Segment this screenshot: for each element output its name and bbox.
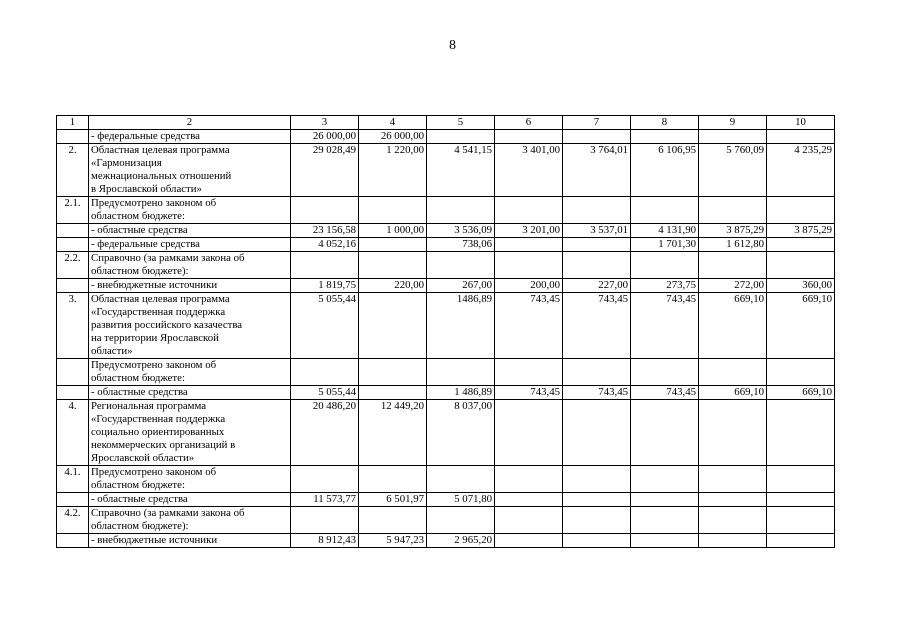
value-cell xyxy=(767,238,835,252)
column-header: 5 xyxy=(427,116,495,130)
value-cell xyxy=(631,400,699,466)
value-cell xyxy=(563,238,631,252)
value-cell: 4 235,29 xyxy=(767,144,835,197)
value-cell xyxy=(699,359,767,386)
value-cell xyxy=(563,130,631,144)
row-number-cell xyxy=(57,534,89,548)
value-cell xyxy=(495,466,563,493)
table-row xyxy=(57,130,835,144)
value-cell xyxy=(767,493,835,507)
value-cell xyxy=(495,493,563,507)
value-cell xyxy=(631,130,699,144)
value-cell: 3 201,00 xyxy=(495,224,563,238)
value-cell: 669,10 xyxy=(767,386,835,400)
value-cell xyxy=(699,130,767,144)
value-cell xyxy=(563,466,631,493)
value-cell xyxy=(359,507,427,534)
value-cell xyxy=(699,197,767,224)
value-cell xyxy=(699,400,767,466)
value-cell: 4 052,16 xyxy=(291,238,359,252)
value-cell xyxy=(427,197,495,224)
column-header: 8 xyxy=(631,116,699,130)
column-header: 4 xyxy=(359,116,427,130)
value-cell: 8 037,00 xyxy=(427,400,495,466)
value-cell xyxy=(495,252,563,279)
value-cell: 4 541,15 xyxy=(427,144,495,197)
value-cell: 200,00 xyxy=(495,279,563,293)
value-cell xyxy=(631,197,699,224)
value-cell xyxy=(359,197,427,224)
value-cell xyxy=(495,507,563,534)
value-cell: 3 875,29 xyxy=(767,224,835,238)
row-label-cell: Предусмотрено законом об областном бюджете: xyxy=(89,197,291,224)
value-cell xyxy=(631,507,699,534)
table-row xyxy=(57,493,835,507)
value-cell: 1 819,75 xyxy=(291,279,359,293)
value-cell xyxy=(767,400,835,466)
row-label-cell: - федеральные средства xyxy=(89,130,291,144)
value-cell xyxy=(699,534,767,548)
value-cell xyxy=(495,130,563,144)
table-header-row xyxy=(57,116,835,130)
table-row xyxy=(57,238,835,252)
value-cell xyxy=(631,534,699,548)
value-cell xyxy=(291,197,359,224)
row-number-cell: 2. xyxy=(57,144,89,197)
value-cell: 1 486,89 xyxy=(427,386,495,400)
value-cell xyxy=(767,359,835,386)
value-cell: 743,45 xyxy=(495,386,563,400)
value-cell: 11 573,77 xyxy=(291,493,359,507)
value-cell xyxy=(359,238,427,252)
value-cell xyxy=(291,252,359,279)
row-number-cell: 4.1. xyxy=(57,466,89,493)
table-row xyxy=(57,197,835,224)
table-row xyxy=(57,144,835,197)
value-cell xyxy=(495,400,563,466)
value-cell: 3 401,00 xyxy=(495,144,563,197)
value-cell xyxy=(767,466,835,493)
row-number-cell xyxy=(57,224,89,238)
row-label-cell: Региональная программа «Государственная поддержка социально ориентированных некоммерческих организаций в Ярославской области» xyxy=(89,400,291,466)
value-cell xyxy=(563,359,631,386)
value-cell xyxy=(495,534,563,548)
row-label-cell: Предусмотрено законом об областном бюджете: xyxy=(89,359,291,386)
value-cell: 743,45 xyxy=(563,386,631,400)
row-number-cell: 4. xyxy=(57,400,89,466)
value-cell: 1 000,00 xyxy=(359,224,427,238)
value-cell: 5 055,44 xyxy=(291,386,359,400)
row-label-cell: - федеральные средства xyxy=(89,238,291,252)
row-number-cell: 2.2. xyxy=(57,252,89,279)
value-cell: 743,45 xyxy=(631,386,699,400)
value-cell xyxy=(291,507,359,534)
row-number-cell xyxy=(57,359,89,386)
value-cell: 1 701,30 xyxy=(631,238,699,252)
row-number-cell: 3. xyxy=(57,293,89,359)
budget-table xyxy=(56,115,835,548)
row-label-cell: Областная целевая программа «Гармонизация межнациональных отношений в Ярославской области» xyxy=(89,144,291,197)
row-label-cell: Областная целевая программа «Государственная поддержка развития российского казачества на территории Ярославской области» xyxy=(89,293,291,359)
value-cell: 360,00 xyxy=(767,279,835,293)
value-cell: 1486,89 xyxy=(427,293,495,359)
value-cell: 738,06 xyxy=(427,238,495,252)
table-row xyxy=(57,386,835,400)
value-cell: 3 875,29 xyxy=(699,224,767,238)
value-cell xyxy=(563,197,631,224)
value-cell: 272,00 xyxy=(699,279,767,293)
value-cell: 267,00 xyxy=(427,279,495,293)
table-row xyxy=(57,400,835,466)
table-row xyxy=(57,279,835,293)
value-cell xyxy=(427,359,495,386)
row-number-cell xyxy=(57,238,89,252)
value-cell xyxy=(699,507,767,534)
value-cell xyxy=(631,359,699,386)
value-cell xyxy=(495,359,563,386)
table-row xyxy=(57,534,835,548)
row-label-cell: - областные средства xyxy=(89,224,291,238)
value-cell xyxy=(359,252,427,279)
value-cell: 5 947,23 xyxy=(359,534,427,548)
value-cell xyxy=(767,197,835,224)
row-label-cell: Справочно (за рамками закона об областном бюджете): xyxy=(89,507,291,534)
row-label-cell: Справочно (за рамками закона об областном бюджете): xyxy=(89,252,291,279)
value-cell: 26 000,00 xyxy=(359,130,427,144)
column-header: 7 xyxy=(563,116,631,130)
value-cell: 20 486,20 xyxy=(291,400,359,466)
column-header: 9 xyxy=(699,116,767,130)
value-cell xyxy=(767,130,835,144)
value-cell: 227,00 xyxy=(563,279,631,293)
page-number: 8 xyxy=(449,38,456,53)
value-cell xyxy=(563,400,631,466)
row-label-cell: - внебюджетные источники xyxy=(89,534,291,548)
value-cell xyxy=(767,507,835,534)
row-label-cell: - внебюджетные источники xyxy=(89,279,291,293)
row-number-cell: 2.1. xyxy=(57,197,89,224)
value-cell: 5 055,44 xyxy=(291,293,359,359)
value-cell xyxy=(563,534,631,548)
row-number-cell xyxy=(57,493,89,507)
value-cell xyxy=(767,534,835,548)
value-cell: 5 071,80 xyxy=(427,493,495,507)
table-row xyxy=(57,293,835,359)
value-cell: 3 536,09 xyxy=(427,224,495,238)
value-cell xyxy=(427,466,495,493)
value-cell: 12 449,20 xyxy=(359,400,427,466)
value-cell: 743,45 xyxy=(563,293,631,359)
value-cell: 3 764,01 xyxy=(563,144,631,197)
value-cell xyxy=(359,293,427,359)
value-cell xyxy=(359,386,427,400)
column-header: 1 xyxy=(57,116,89,130)
value-cell xyxy=(359,359,427,386)
table-row xyxy=(57,252,835,279)
value-cell xyxy=(291,359,359,386)
value-cell: 273,75 xyxy=(631,279,699,293)
row-number-cell xyxy=(57,386,89,400)
value-cell: 6 106,95 xyxy=(631,144,699,197)
table-row xyxy=(57,224,835,238)
table-row xyxy=(57,359,835,386)
value-cell: 4 131,90 xyxy=(631,224,699,238)
value-cell xyxy=(563,493,631,507)
value-cell xyxy=(699,466,767,493)
value-cell: 669,10 xyxy=(699,386,767,400)
value-cell xyxy=(631,466,699,493)
value-cell: 26 000,00 xyxy=(291,130,359,144)
column-header: 10 xyxy=(767,116,835,130)
value-cell xyxy=(631,493,699,507)
value-cell xyxy=(427,130,495,144)
column-header: 6 xyxy=(495,116,563,130)
value-cell: 743,45 xyxy=(495,293,563,359)
value-cell xyxy=(495,197,563,224)
row-label-cell: - областные средства xyxy=(89,493,291,507)
value-cell xyxy=(699,493,767,507)
value-cell: 743,45 xyxy=(631,293,699,359)
row-number-cell: 4.2. xyxy=(57,507,89,534)
value-cell: 29 028,49 xyxy=(291,144,359,197)
value-cell xyxy=(767,252,835,279)
table-row xyxy=(57,507,835,534)
value-cell: 220,00 xyxy=(359,279,427,293)
row-label-cell: - областные средства xyxy=(89,386,291,400)
value-cell xyxy=(291,466,359,493)
column-header: 3 xyxy=(291,116,359,130)
row-number-cell xyxy=(57,279,89,293)
value-cell: 669,10 xyxy=(699,293,767,359)
value-cell xyxy=(359,466,427,493)
value-cell xyxy=(427,252,495,279)
value-cell: 3 537,01 xyxy=(563,224,631,238)
value-cell: 1 612,80 xyxy=(699,238,767,252)
value-cell xyxy=(699,252,767,279)
value-cell: 2 965,20 xyxy=(427,534,495,548)
value-cell: 23 156,58 xyxy=(291,224,359,238)
value-cell xyxy=(563,252,631,279)
table-row xyxy=(57,466,835,493)
value-cell: 6 501,97 xyxy=(359,493,427,507)
value-cell: 669,10 xyxy=(767,293,835,359)
value-cell xyxy=(427,507,495,534)
value-cell xyxy=(495,238,563,252)
row-number-cell xyxy=(57,130,89,144)
value-cell xyxy=(631,252,699,279)
row-label-cell: Предусмотрено законом об областном бюджете: xyxy=(89,466,291,493)
value-cell xyxy=(563,507,631,534)
value-cell: 5 760,09 xyxy=(699,144,767,197)
column-header: 2 xyxy=(89,116,291,130)
value-cell: 1 220,00 xyxy=(359,144,427,197)
value-cell: 8 912,43 xyxy=(291,534,359,548)
